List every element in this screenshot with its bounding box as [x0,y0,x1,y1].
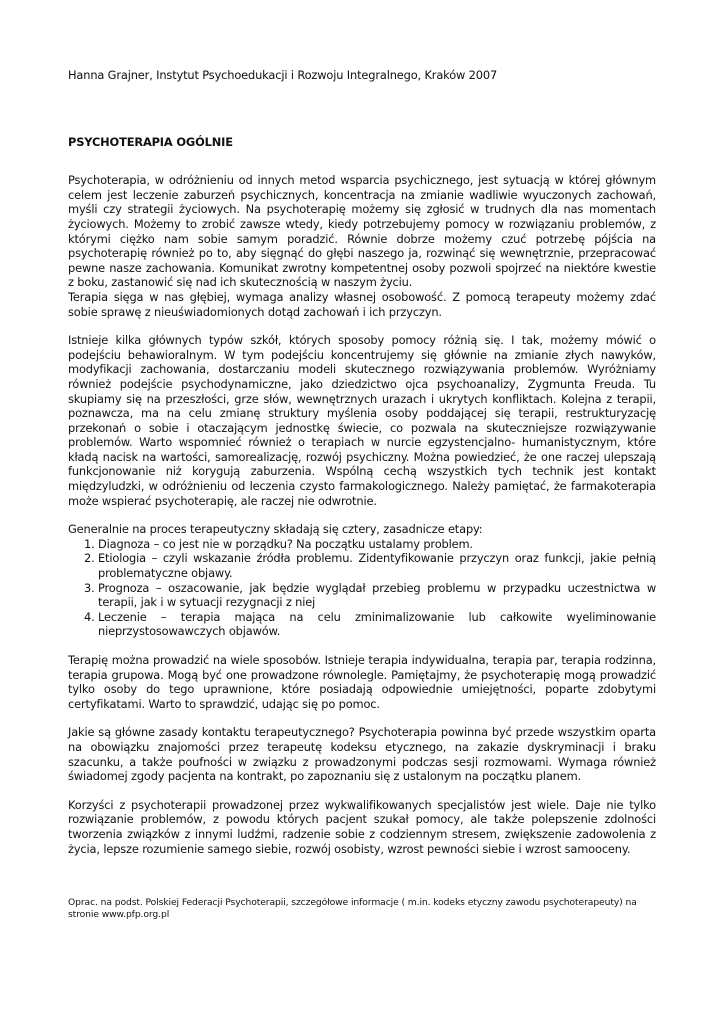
paragraph-intro: Psychoterapia, w odróżnieniu od innych metod wsparcia psychicznego, jest sytuacją w której głównym celem jest leczenie zaburzeń psychicznych, koncentracja na zmianie wadliwie wyuczonych zachowań, myśli czy strategii życiowych. Na psychoterapię możemy się zgłosić w trudnych dla nas momentach życiowych. Możemy to zrobić zawsze wtedy, kiedy potrzebujemy pomocy w rozwiązaniu problemów, z którymi ciężko nam sobie samym poradzić. Równie dobrze możemy czuć potrzebę pójścia na psychoterapię również po to, aby sięgnąć do głębi naszego ja, rozwinąć się wewnętrznie, przepracować pewne nasze zachowania. Komunikat zwrotny kompetentnej osoby pozwoli spojrzeć na niektóre kwestie z boku, zastanowić się nad ich skutecznością w naszym życiu. [68,173,656,290]
list-item: 2. Etiologia – czyli wskazanie źródła problemu. Zidentyfikowanie przyczyn oraz funkcji, jakie pełnią problematyczne objawy. [84,551,656,581]
list-item: 4. Leczenie – terapia mająca na celu zminimalizowanie lub całkowite wyeliminowanie nieprzystosowawczych objawów. [84,609,656,639]
paragraph-stages-intro: Generalnie na proces terapeutyczny składają się cztery, zasadnicze etapy: [68,522,483,537]
stages-list [68,537,656,639]
document-header: Hanna Grajner, Instytut Psychoedukacji i Rozwoju Integralnego, Kraków 2007 [68,68,498,82]
paragraph-intro-2: Terapia sięga w nas głębiej, wymaga analizy własnej osobowość. Z pomocą terapeuty możemy zdać sobie sprawę z nieuświadomionych dotąd zachowań i ich przyczyn. [68,289,656,319]
paragraph-benefits: Korzyści z psychoterapii prowadzonej przez wykwalifikowanych specjalistów jest wiele. Daje nie tylko rozwiązanie problemów, z powodu których pacjent szukał pomocy, ale także polepszenie zdolności tworzenia związków z innymi ludźmi, radzenie sobie z codziennym stresem, zwiększenie zadowolenia z życia, lepsze rozumienie samego siebie, rozwój osobisty, wzrost pewności siebie i wzrost samooceny. [68,797,656,856]
document-title: PSYCHOTERAPIA OGÓLNIE [68,134,233,149]
paragraph-contact-rules: Jakie są główne zasady kontaktu terapeutycznego? Psychoterapia powinna być przede wszystkim oparta na obowiązku znajomości przez terapeutę kodeksu etycznego, na zakazie dyskryminacji i braku szacunku, a także poufności w związku z prowadzonymi podczas sesji rozmowami. Wymaga również świadomej zgody pacjenta na kontrakt, po zapoznaniu się z ustalonym na początku planem. [68,725,656,784]
paragraph-therapy-forms: Terapię można prowadzić na wiele sposobów. Istnieje terapia indywidualna, terapia par, terapia rodzinna, terapia grupowa. Mogą być one prowadzone równolegle. Pamiętajmy, że psychoterapię mogą prowadzić tylko osoby do tego uprawnione, które posiadają odpowiednie umiejętności, poparte zdobytymi certyfikatami. Warto to sprawdzić, udając się po pomoc. [68,653,656,711]
list-item: 1. Diagnoza – co jest nie w porządku? Na początku ustalamy problem. [84,536,473,551]
paragraph-therapy-types: Istnieje kilka głównych typów szkół, których sposoby pomocy różnią się. I tak, możemy mówić o podejściu behawioralnym. W tym podejściu koncentrujemy się głównie na zmianie złych nawyków, modyfikacji zachowania, dostarczaniu modeli skutecznego rozwiązywania problemów. Wyróżniamy również podejście psychodynamiczne, jako dziedzictwo ojca psychoanalizy, Zygmunta Freuda. Tu skupiamy się na przeszłości, grze słów, wewnętrznych urazach i ukrytych konfliktach. Kolejna z terapii, poznawcza, ma na celu zmianę struktury myślenia osoby poddającej się terapii, restrukturyzację przekonań o sobie i otaczającym jednostkę świecie, co pozwala na skuteczniejsze rozwiązywanie problemów. Warto wspomnieć również o terapiach w nurcie egzystencjalno- humanistycznym, które kładą nacisk na wartości, samorealizację, rozwój psychiczny. Można powiedzieć, że one raczej ulepszają funkcjonowanie niż korygują zaburzenia. Wspólną cechą wszystkich tych technik jest kontakt międzyludzki, w odróżnieniu od leczenia czysto farmakologicznego. Należy pamiętać, że farmakoterapia może wspierać psychoterapię, ale raczej nie odwrotnie. [68,333,656,508]
document-page [68,68,656,856]
list-item: 3. Prognoza – oszacowanie, jak będzie wyglądał przebieg problemu w przypadku uczestnictwa w terapii, jak i w sytuacji rezygnacji z niej [84,580,656,610]
document-footer: Oprac. na podst. Polskiej Federacji Psychoterapii, szczegółowe informacje ( m.in. kodeks etyczny zawodu psychoterapeuty) na stronie www.pfp.org.pl [68,897,637,920]
